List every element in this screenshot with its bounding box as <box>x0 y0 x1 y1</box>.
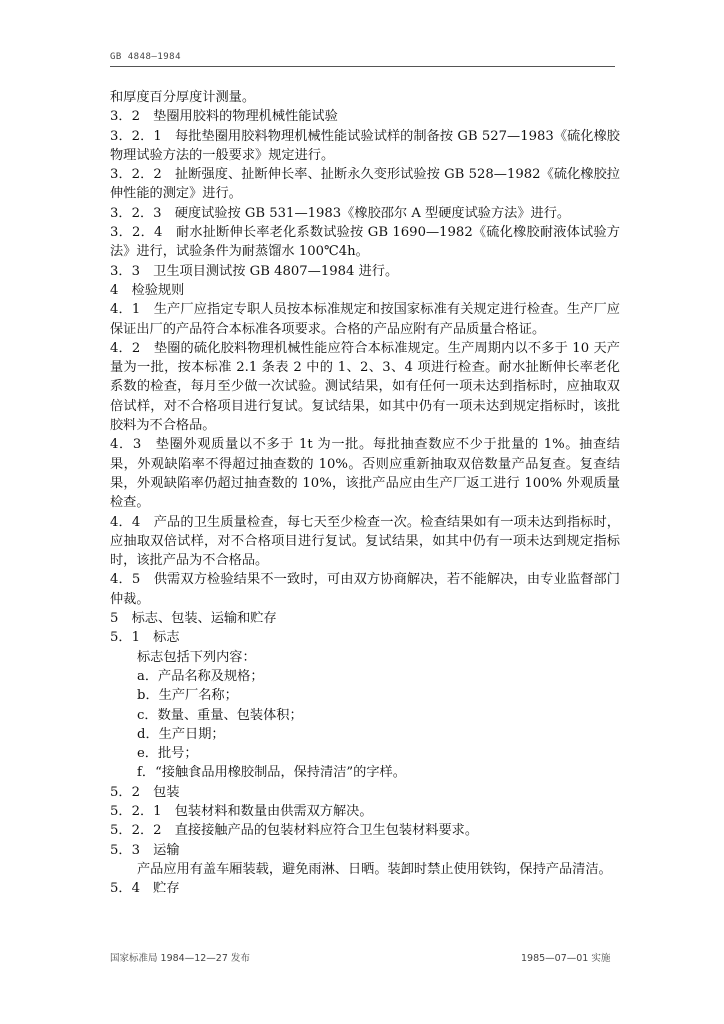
text-paragraph: 和厚度百分厚度计测量。 <box>110 90 256 105</box>
text-paragraph: c．数量、重量、包装体积； <box>137 707 303 723</box>
text-paragraph: 4．3 垫圈外观质量以不多于 1t 为一批。每批抽查数应不少于批量的 1%。抽查结果，外观缺陷率不得超过抽查数的 10%。否则应重新抽取双倍数量产品复查。复查结果，外观缺陷率仍超过抽查数的 10%，该批产品应由生产厂返工进行 100% 外观质量检查。 <box>110 437 620 511</box>
text-paragraph: 3．2．4 耐水扯断伸长率老化系数试验按 GB 1690—1982《硫化橡胶耐液体试验方法》进行，试验条件为耐蒸馏水 100℃4h。 <box>110 225 620 260</box>
text-paragraph: 5．3 运输 <box>110 842 180 858</box>
text-paragraph: 3．2 垫圈用胶料的物理机械性能试验 <box>110 109 338 125</box>
text-paragraph: 标志包括下列内容： <box>137 649 256 665</box>
text-paragraph: d．生产日期； <box>137 726 225 742</box>
text-paragraph: 4．4 产品的卫生质量检查，每七天至少检查一次。检查结果如有一项未达到指标时，应抽取双倍试样，对不合格项目进行复试。复试结果，如其中仍有一项未达到规定指标时，该批产品为不合格品。 <box>110 514 620 569</box>
text-paragraph: 4．2 垫圈的硫化胶料物理机械性能应符合本标准规定。生产周期内以不多于 10 天产量为一批，按本标准 2.1 条表 2 中的 1、2、3、4 项进行检查。耐水扯断伸长率老化系数的检查，每月至少做一次试验。测试结果，如有任何一项未达到指标时，应抽取双倍试样，对不合格项目进行复试。复试结果，如其中仍有一项未达到规定指标时，该批胶料为不合格品。 <box>110 340 620 434</box>
text-paragraph: e．批号； <box>137 746 198 762</box>
text-paragraph: 3．2．1 每批垫圈用胶料物理机械性能试验试样的制备按 GB 527—1983《硫化橡胶物理试验方法的一般要求》规定进行。 <box>110 128 620 163</box>
footer-effective: 1985—07—01 实施 <box>521 953 611 964</box>
text-paragraph: 3．3 卫生项目测试按 GB 4807—1984 进行。 <box>110 263 399 279</box>
text-paragraph: 4．1 生产厂应指定专职人员按本标准规定和按国家标准有关规定进行检查。生产厂应保证出厂的产品符合本标准各项要求。合格的产品应附有产品质量合格证。 <box>110 302 620 337</box>
text-paragraph: b．生产厂名称； <box>137 688 238 704</box>
text-paragraph: f．“接触食品用橡胶制品，保持清洁”的字样。 <box>137 765 406 781</box>
text-paragraph: a．产品名称及规格； <box>137 668 264 684</box>
header-rule <box>110 66 615 67</box>
footer-issued: 国家标准局 1984—12—27 发布 <box>110 953 250 964</box>
text-paragraph: 4．5 供需双方检验结果不一致时，可由双方协商解决，若不能解决，由专业监督部门仲裁。 <box>110 572 620 607</box>
text-paragraph: 3．2．2 扯断强度、扯断伸长率、扯断永久变形试验按 GB 528—1982《硫化橡胶拉伸性能的测定》进行。 <box>110 167 620 202</box>
document-body <box>110 88 620 898</box>
text-paragraph: 5．4 贮存 <box>110 881 180 897</box>
text-paragraph: 5．2．1 包装材料和数量由供需双方解决。 <box>110 803 373 819</box>
text-paragraph: 5．2 包装 <box>110 784 180 800</box>
text-paragraph: 产品应用有盖车厢装载，避免雨淋、日晒。装卸时禁止使用铁钩，保持产品清洁。 <box>137 861 612 877</box>
text-paragraph: 5 标志、包装、运输和贮存 <box>110 611 277 627</box>
text-paragraph: 5．2．2 直接接触产品的包装材料应符合卫生包装材料要求。 <box>110 823 479 839</box>
text-paragraph: 4 检验规则 <box>110 282 185 298</box>
text-paragraph: 5．1 标志 <box>110 630 180 646</box>
text-paragraph: 3．2．3 硬度试验按 GB 531—1983《橡胶邵尔 A 型硬度试验方法》进行。 <box>110 205 571 221</box>
page-header-code: GB 4848—1984 <box>110 52 182 62</box>
